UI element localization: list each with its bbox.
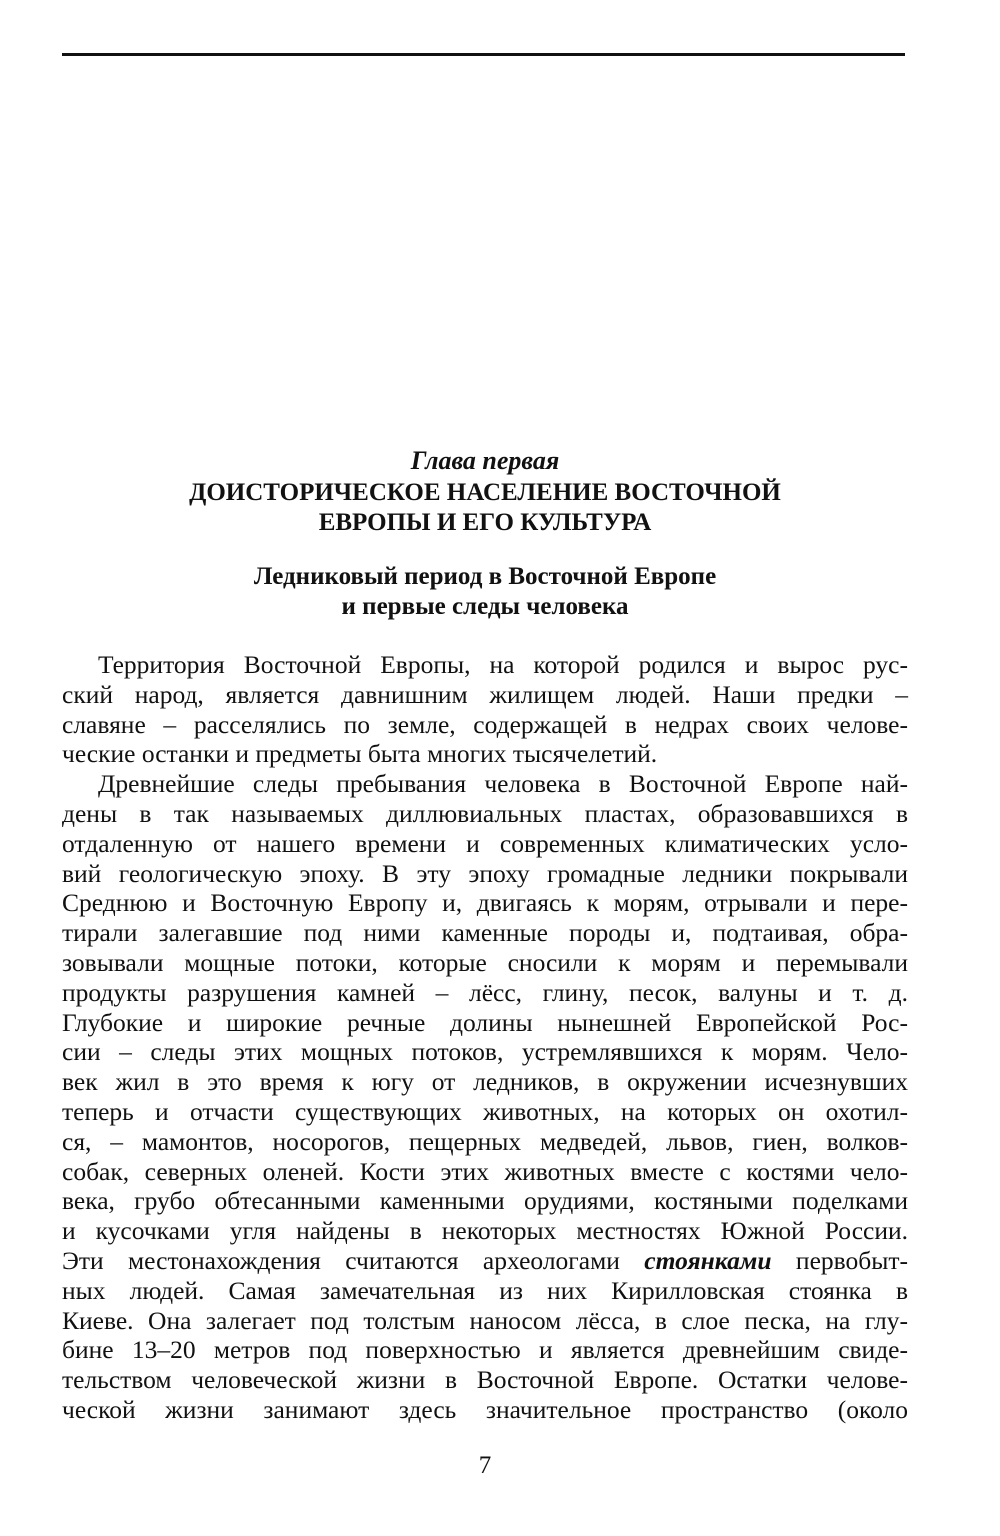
header-rule <box>62 53 905 56</box>
text-line: Киеве. Она залегает под толстым наносом лёсса, в слое песка, на глу- <box>62 1305 908 1335</box>
text-line: Древнейшие следы пребывания человека в Восточной Европе най- <box>98 769 908 799</box>
text-line: века, грубо обтесанными каменными орудиями, костяными поделками <box>62 1186 908 1216</box>
text-line: продукты разрушения камней – лёсс, глину, песок, валуны и т. д. <box>62 977 908 1007</box>
text-line: сии – следы этих мощных потоков, устремлявшихся к морям. Чело- <box>62 1037 908 1067</box>
text-line: ский народ, является давнишним жилищем людей. Наши предки – <box>62 679 908 709</box>
chapter-label: Глава первая <box>410 446 560 475</box>
text-line: ся, – мамонтов, носорогов, пещерных медведей, львов, гиен, волков- <box>62 1126 908 1156</box>
text-line: дены в так называемых диллювиальных пластах, образовавшихся в <box>62 798 908 828</box>
body-text <box>62 650 908 1425</box>
text-line: ческой жизни занимают здесь значительное пространство (около <box>62 1394 908 1424</box>
text-line: Среднюю и Восточную Европу и, двигаясь к морям, отрывали и пере- <box>62 888 908 918</box>
section-title <box>62 562 908 622</box>
text-segment: первобыт- <box>771 1245 908 1275</box>
text-line: тирали залегавшие под ними каменные породы и, подтаивая, обра- <box>62 918 908 948</box>
text-line: Глубокие и широкие речные долины нынешней Европейской Рос- <box>62 1007 908 1037</box>
chapter-title <box>62 478 908 538</box>
text-line: век жил в это время к югу от ледников, в окружении исчезнувших <box>62 1067 908 1097</box>
section-title-line: Ледниковый период в Восточной Европе <box>253 563 717 590</box>
section-title-line: и первые следы человека <box>341 593 629 620</box>
chapter-title-line: ДОИСТОРИЧЕСКОЕ НАСЕЛЕНИЕ ВОСТОЧНОЙ <box>189 479 781 506</box>
text-line: ных людей. Самая замечательная из них Кирилловская стоянка в <box>62 1275 908 1305</box>
text-segment: Эти местонахождения считаются археологами <box>62 1245 645 1275</box>
italic-term: стоянками <box>644 1245 772 1275</box>
text-line: зовывали мощные потоки, которые сносили к морям и перемывали <box>62 947 908 977</box>
text-line: бине 13–20 метров под поверхностью и является древнейшим свиде- <box>62 1335 908 1365</box>
text-line: вий геологическую эпоху. В эту эпоху громадные ледники покрывали <box>62 858 908 888</box>
text-line: и кусочками угля найдены в некоторых местностях Южной России. <box>62 1216 908 1246</box>
chapter-title-line: ЕВРОПЫ И ЕГО КУЛЬТУРА <box>318 509 652 536</box>
text-line: Территория Восточной Европы, на которой родился и вырос рус- <box>98 650 908 679</box>
text-line: ческие останки и предметы быта многих тысячелетий. <box>62 739 658 769</box>
text-line <box>62 1246 908 1276</box>
page-number: 7 <box>478 1452 492 1479</box>
text-line: отдаленную от нашего времени и современных климатических усло- <box>62 828 908 858</box>
text-line: славяне – расселялись по земле, содержащей в недрах своих челове- <box>62 709 908 739</box>
text-line: собак, северных оленей. Кости этих животных вместе с костями чело- <box>62 1156 908 1186</box>
text-line: тельством человеческой жизни в Восточной Европе. Остатки челове- <box>62 1365 908 1395</box>
text-line: теперь и отчасти существующих животных, на которых он охотил- <box>62 1096 908 1126</box>
